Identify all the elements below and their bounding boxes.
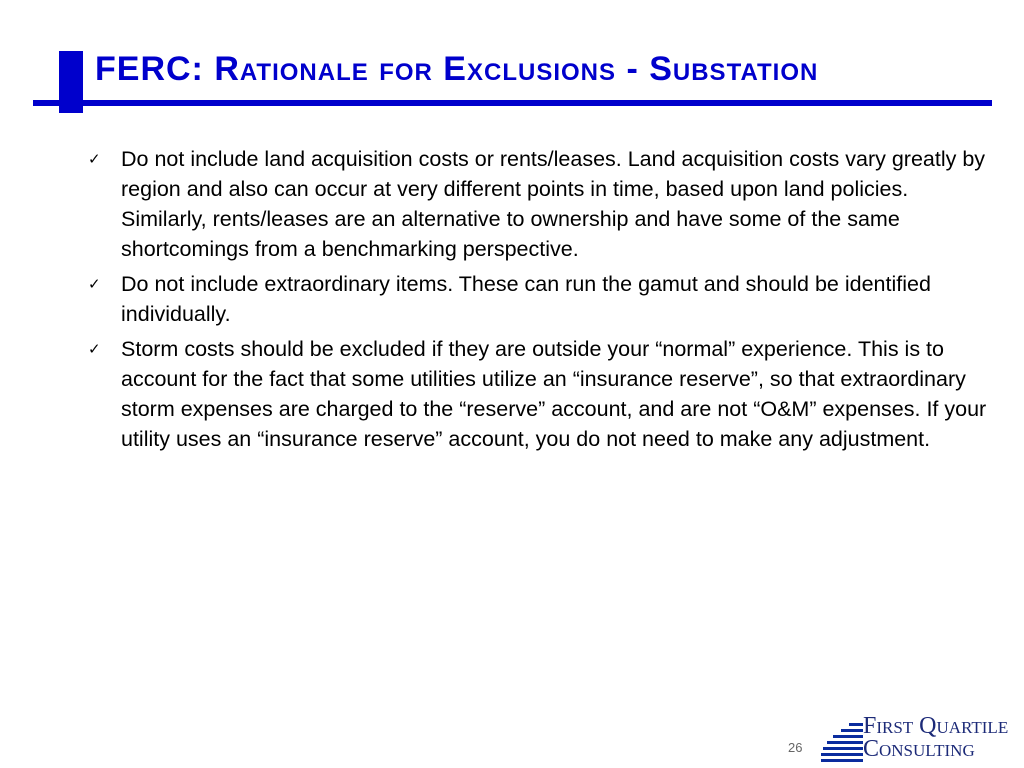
title-underline xyxy=(33,100,992,106)
bullet-text: Do not include land acquisition costs or rents/leases. Land acquisition costs vary greatly by region and also can occur at very different points in time, based upon land policies. Similarly, rents/leases are an alternative to ownership and have some of the same shortcomings from a benchmarking perspective. xyxy=(121,147,986,261)
checkmark-icon: ✓ xyxy=(88,275,101,293)
bullet-text: Do not include extraordinary items. These can run the gamut and should be identified individually. xyxy=(121,272,931,326)
logo-text-line2: Consulting xyxy=(863,736,975,762)
logo-text-line1: First Quartile xyxy=(863,713,1009,739)
bullet-text: Storm costs should be excluded if they are outside your “normal” experience. This is to account for the fact that some utilities utilize an “insurance reserve”, so that extraordinary storm expenses are charged to the “reserve” account, and are not “O&M” expenses. If your utility uses an “insurance reserve” account, you do not need to make any adjustment. xyxy=(121,337,987,451)
company-logo xyxy=(821,713,1021,763)
checkmark-icon: ✓ xyxy=(88,150,101,168)
bullet-item xyxy=(88,144,988,264)
bullet-list xyxy=(88,144,988,459)
checkmark-icon: ✓ xyxy=(88,340,101,358)
page-number: 26 xyxy=(788,740,803,755)
bullet-item xyxy=(88,334,988,454)
slide-title: FERC: Rationale for Exclusions - Substation xyxy=(95,50,819,88)
bullet-item xyxy=(88,269,988,329)
